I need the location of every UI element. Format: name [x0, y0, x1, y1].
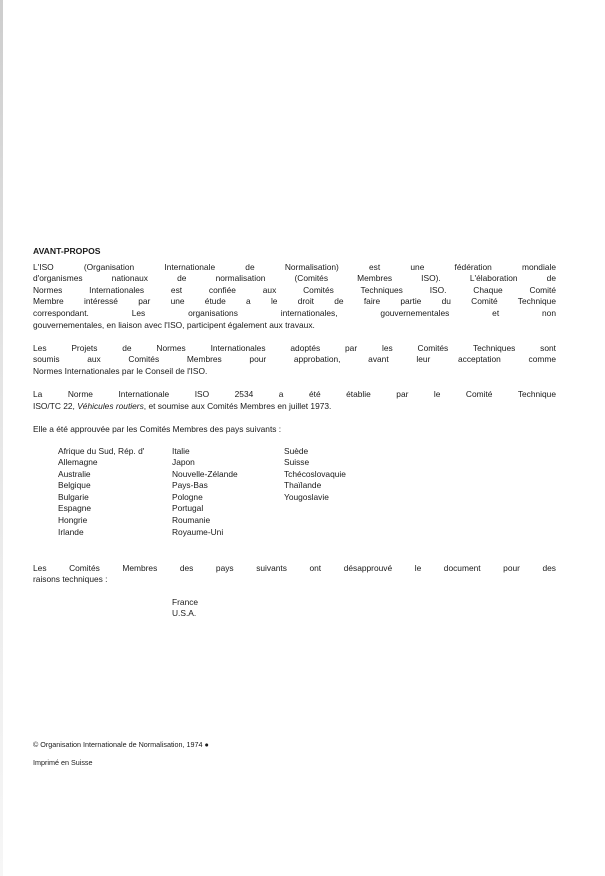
standard-origin-paragraph [33, 389, 556, 412]
country-name: Pologne [172, 491, 203, 502]
disapproved-countries-list [172, 597, 556, 620]
countries-column-3 [284, 446, 346, 504]
committee-ref: ISO/TC 22, [33, 400, 78, 411]
country-name: Australie [58, 468, 91, 479]
approved-countries-list [33, 446, 556, 550]
paragraph-line: L'ISO (Organisation Internationale de Normalisation) est une fédération mondiale [33, 261, 556, 272]
approved-intro: Elle a été approuvée par les Comités Membres des pays suivants : [33, 423, 282, 434]
country-name: Yougoslavie [284, 491, 329, 502]
country-name: Hongrie [58, 515, 88, 526]
country-name: Allemagne [58, 457, 98, 468]
paragraph-line: Normes Internationales par le Conseil de l'ISO. [33, 365, 208, 376]
paragraph-line: d'organismes nationaux de normalisation (Comités Membres ISO). L'élaboration de [33, 273, 556, 284]
paragraph-line: raisons techniques : [33, 574, 108, 585]
foreword-section [33, 246, 556, 620]
submission-date-text: , et soumise aux Comités Membres en juillet 1973. [143, 400, 332, 411]
country-name: Pays-Bas [172, 480, 208, 491]
country-name: Espagne [58, 503, 92, 514]
country-name: Italie [172, 445, 190, 456]
country-name: U.S.A. [172, 608, 197, 619]
committee-name: Véhicules routiers [77, 400, 144, 411]
paragraph-line: gouvernementales, en liaison avec l'ISO, participent également aux travaux. [33, 319, 315, 330]
iso-intro-paragraph [33, 262, 556, 332]
foreword-title: AVANT-PROPOS [33, 246, 101, 256]
country-name: Irlande [58, 526, 84, 537]
countries-column-2 [172, 446, 238, 539]
country-name: Royaume-Uni [172, 526, 224, 537]
draft-standards-paragraph [33, 343, 556, 378]
country-name: France [172, 596, 199, 607]
country-name: Bulgarie [58, 491, 89, 502]
paragraph-line: soumis aux Comités Membres pour approbation, avant leur acceptation comme [33, 354, 556, 365]
paragraph-line: Les Projets de Normes Internationales adoptés par les Comités Techniques sont [33, 342, 556, 353]
paragraph-line: Normes Internationales est confiée aux Comités Techniques ISO. Chaque Comité [33, 284, 556, 295]
countries-column-1 [58, 446, 144, 539]
country-name: Tchécoslovaquie [284, 468, 346, 479]
country-name: Belgique [58, 480, 91, 491]
paragraph-line [33, 401, 556, 413]
paragraph-line: Les Comités Membres des pays suivants ont désapprouvé le document pour des [33, 562, 556, 573]
country-name: Portugal [172, 503, 204, 514]
scanned-page-edge [0, 0, 3, 876]
printed-in-notice: Imprimé en Suisse [33, 758, 93, 767]
paragraph-line: Membre intéressé par une étude a le droit de faire partie du Comité Technique [33, 296, 556, 307]
country-name: Thaïlande [284, 480, 322, 491]
country-name: Nouvelle-Zélande [172, 468, 238, 479]
country-name: Japon [172, 457, 195, 468]
paragraph-line: correspondant. Les organisations internationales, gouvernementales et non [33, 307, 556, 318]
country-name: Suède [284, 445, 309, 456]
copyright-notice: © Organisation Internationale de Normalisation, 1974 ● [33, 740, 209, 749]
country-name: Roumanie [172, 515, 211, 526]
country-name: Suisse [284, 457, 310, 468]
disapproved-intro [33, 563, 556, 586]
country-name: Afrique du Sud, Rép. d' [58, 445, 145, 456]
paragraph-line: La Norme Internationale ISO 2534 a été établie par le Comité Technique [33, 389, 556, 400]
